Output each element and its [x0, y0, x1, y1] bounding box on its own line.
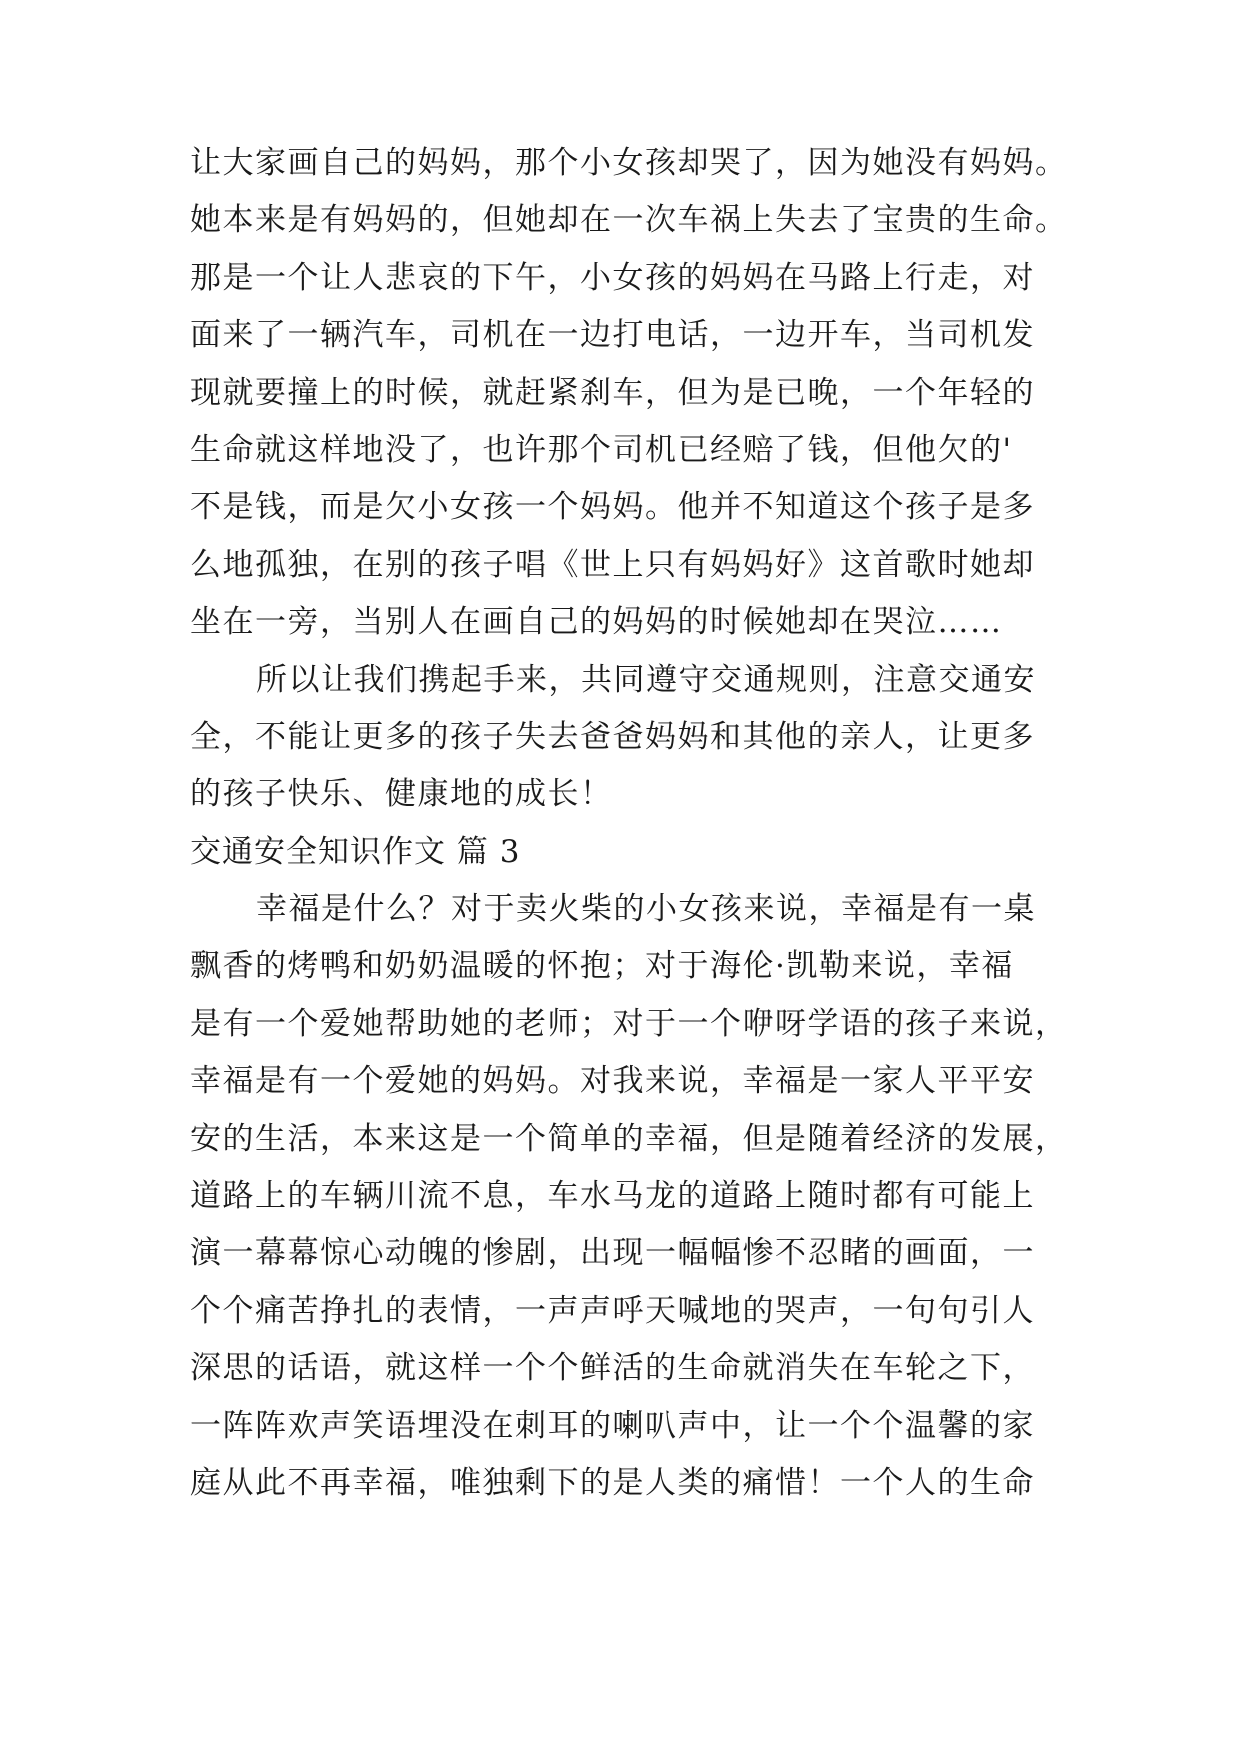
essay-text — [190, 135, 1090, 1512]
text-line: 一阵阵欢声笑语埋没在刺耳的喇叭声中，让一个个温馨的家 — [190, 1407, 1035, 1444]
section-heading: 交通安全知识作文 篇 3 — [190, 833, 521, 870]
text-line: 个个痛苦挣扎的表情，一声声呼天喊地的哭声，一句句引人 — [190, 1292, 1035, 1329]
paragraph-start-line: 所以让我们携起手来，共同遵守交通规则，注意交通安 — [256, 661, 1036, 698]
text-line: 演一幕幕惊心动魄的惨剧，出现一幅幅惨不忍睹的画面，一 — [190, 1235, 1035, 1272]
text-line: 是有一个爱她帮助她的老师；对于一个咿呀学语的孩子来说， — [190, 1005, 1068, 1042]
text-line: 飘香的烤鸭和奶奶温暖的怀抱；对于海伦·凯勒来说，幸福 — [190, 948, 1014, 985]
text-line: 坐在一旁，当别人在画自己的妈妈的时候她却在哭泣…… — [190, 604, 1003, 641]
text-line: 安的生活，本来这是一个简单的幸福，但是随着经济的发展， — [190, 1120, 1068, 1157]
text-line: 么地孤独，在别的孩子唱《世上只有妈妈好》这首歌时她却 — [190, 546, 1035, 583]
text-line: 的孩子快乐、健康地的成长！ — [190, 776, 613, 813]
text-line: 道路上的车辆川流不息，车水马龙的道路上随时都有可能上 — [190, 1178, 1035, 1215]
text-line: 面来了一辆汽车，司机在一边打电话，一边开车，当司机发 — [190, 317, 1035, 354]
text-line: 那是一个让人悲哀的下午，小女孩的妈妈在马路上行走，对 — [190, 259, 1035, 296]
text-line: 全，不能让更多的孩子失去爸爸妈妈和其他的亲人，让更多 — [190, 718, 1035, 755]
text-line: 幸福是有一个爱她的妈妈。对我来说，幸福是一家人平平安 — [190, 1063, 1035, 1100]
text-line: 庭从此不再幸福，唯独剩下的是人类的痛惜！一个人的生命 — [190, 1464, 1035, 1501]
paragraph-start-line: 幸福是什么？对于卖火柴的小女孩来说，幸福是有一桌 — [256, 891, 1036, 928]
text-line: 深思的话语，就这样一个个鲜活的生命就消失在车轮之下， — [190, 1350, 1035, 1387]
text-line: 现就要撞上的时候，就赶紧刹车，但为是已晚，一个年轻的 — [190, 374, 1035, 411]
text-line: 她本来是有妈妈的，但她却在一次车祸上失去了宝贵的生命。 — [190, 202, 1068, 239]
text-line: 生命就这样地没了，也许那个司机已经赔了钱，但他欠的' — [190, 431, 1013, 468]
text-line: 不是钱，而是欠小女孩一个妈妈。他并不知道这个孩子是多 — [190, 489, 1035, 526]
text-line: 让大家画自己的妈妈，那个小女孩却哭了，因为她没有妈妈。 — [190, 145, 1068, 181]
